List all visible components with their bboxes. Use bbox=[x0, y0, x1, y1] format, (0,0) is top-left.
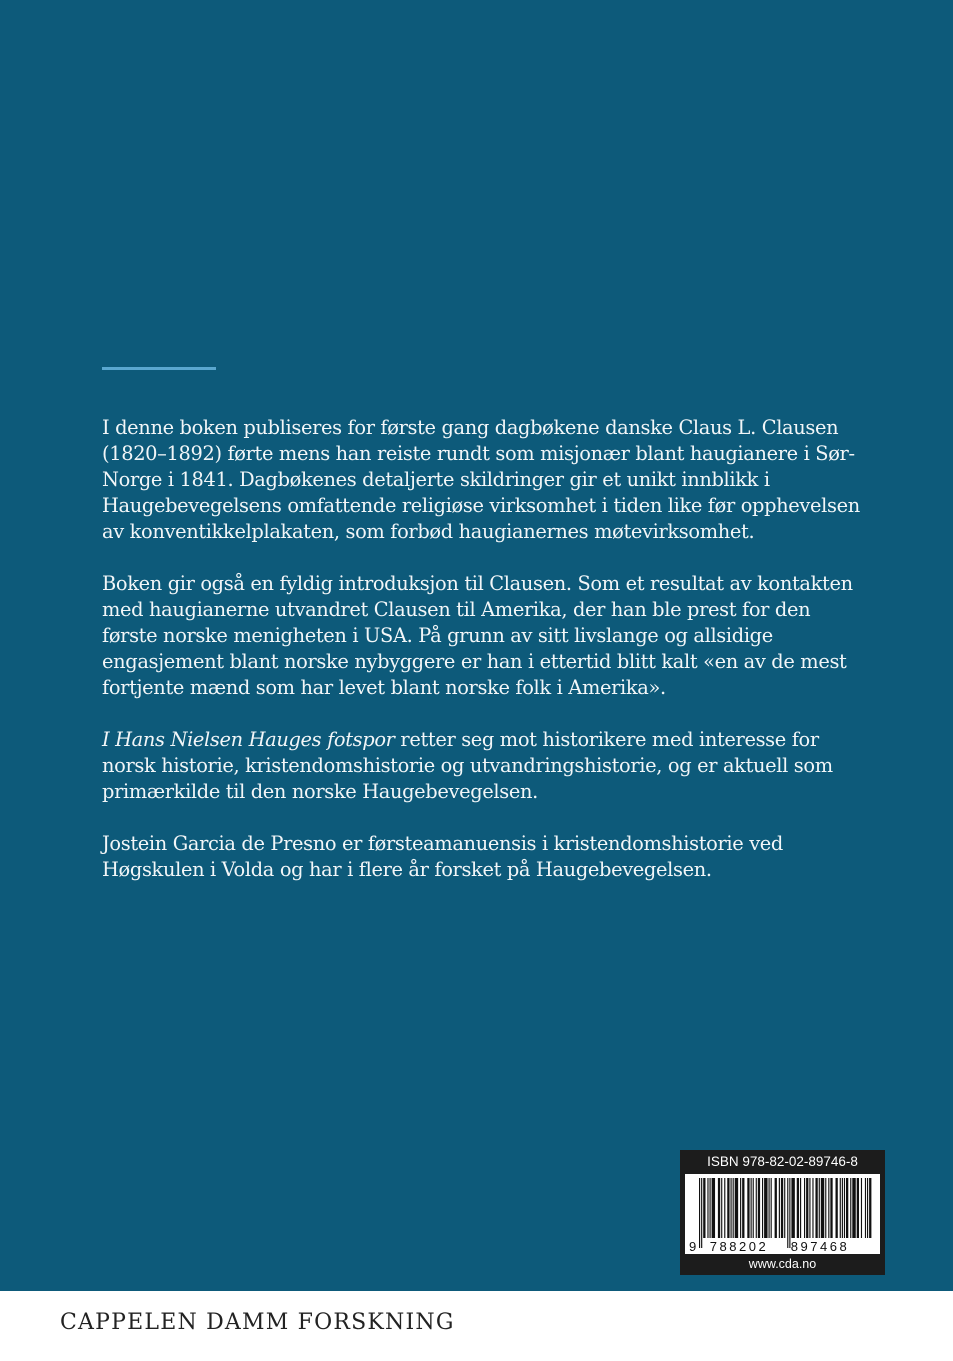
barcode-bar bbox=[727, 1178, 729, 1238]
barcode-bar bbox=[771, 1178, 772, 1238]
blurb-paragraph-2: Boken gir også en fyldig introduksjon til Clausen. Som et resultat av kontakten med haugianerne utvandret Clausen til Amerika, der han ble prest for den første norske menigheten i USA. På grunn av sitt livslange og allsidige engasjement blant norske nybyggere er han i ettertid blitt kalt «en av de mest fortjente mænd som har levet blant norske folk i Amerika». bbox=[102, 572, 853, 699]
barcode-bar bbox=[699, 1178, 700, 1248]
barcode-bar bbox=[825, 1178, 826, 1238]
barcode-bar bbox=[850, 1178, 851, 1238]
blurb-paragraph-3-text: retter seg mot historikere med interesse for norsk historie, kristendomshistorie og utvandringshistorie, og er aktuell som primærkilde til den norske Haugebevegelsen. bbox=[102, 728, 833, 803]
barcode-bar bbox=[724, 1178, 725, 1238]
barcode-digits-left: 788202 bbox=[709, 1239, 769, 1254]
barcode-bar bbox=[828, 1178, 829, 1238]
barcode-bar bbox=[842, 1178, 843, 1238]
barcode-bar bbox=[844, 1178, 845, 1238]
barcode-bar bbox=[740, 1178, 741, 1238]
barcode-bar bbox=[775, 1178, 777, 1238]
barcode-bar bbox=[857, 1178, 859, 1238]
barcode-bar bbox=[742, 1178, 744, 1238]
accent-rule bbox=[102, 367, 216, 370]
barcode-bar bbox=[846, 1178, 848, 1238]
barcode-bar bbox=[836, 1178, 838, 1238]
barcode-bar bbox=[747, 1178, 749, 1238]
barcode-graphic bbox=[685, 1174, 880, 1254]
barcode-bar bbox=[756, 1178, 757, 1238]
barcode-bar bbox=[731, 1178, 732, 1238]
barcode-bar bbox=[815, 1178, 817, 1238]
barcode-bar bbox=[781, 1178, 783, 1238]
barcode-digits-right: 897468 bbox=[790, 1239, 850, 1254]
barcode bbox=[685, 1174, 880, 1254]
barcode-bar bbox=[721, 1178, 722, 1238]
barcode-bar bbox=[733, 1178, 734, 1238]
barcode-bar bbox=[809, 1178, 810, 1238]
barcode-bar bbox=[840, 1178, 841, 1238]
barcode-bar bbox=[787, 1178, 788, 1248]
barcode-bar bbox=[869, 1178, 871, 1238]
barcode-bar bbox=[812, 1178, 813, 1238]
barcode-bar bbox=[789, 1178, 790, 1248]
barcode-bar bbox=[703, 1178, 705, 1238]
barcode-bar bbox=[779, 1178, 780, 1238]
book-title: I Hans Nielsen Hauges fotspor bbox=[102, 728, 395, 751]
barcode-box bbox=[680, 1150, 885, 1275]
barcode-bar bbox=[701, 1178, 702, 1248]
barcode-bar bbox=[753, 1178, 754, 1238]
barcode-bar bbox=[718, 1178, 720, 1238]
barcode-bar bbox=[821, 1178, 824, 1238]
barcode-bar bbox=[804, 1178, 805, 1238]
barcode-bar bbox=[800, 1178, 801, 1238]
barcode-bar bbox=[758, 1178, 760, 1238]
barcode-bar bbox=[710, 1178, 711, 1238]
blurb-paragraph-1: I denne boken publiseres for første gang dagbøkene danske Claus L. Clausen (1820–1892) førte mens han reiste rundt som misjonær blant haugianere i Sør-Norge i 1841. Dagbøkenes detaljerte skildringer gir et unikt innblikk i Haugebevegelsens omfattende religiøse virksomhet i tiden like før opphevelsen av konventikkelplakaten, som forbød haugianernes møtevirksomhet. bbox=[102, 416, 860, 543]
barcode-bar bbox=[769, 1178, 770, 1238]
barcode-bar bbox=[806, 1178, 808, 1238]
barcode-bar bbox=[819, 1178, 820, 1238]
barcode-bar bbox=[830, 1178, 832, 1238]
barcode-bar bbox=[867, 1178, 868, 1238]
barcode-bar bbox=[762, 1178, 763, 1238]
blurb bbox=[102, 415, 862, 883]
publisher-logo: CAPPELEN DAMM FORSKNING bbox=[60, 1310, 455, 1335]
barcode-bar bbox=[764, 1178, 767, 1238]
barcode-bar bbox=[852, 1178, 855, 1238]
author-bio: Jostein Garcia de Presno er førsteamanuensis i kristendomshistorie ved Høgskulen i Volda og har i flere år forsket på Haugebevegelsen. bbox=[102, 832, 783, 881]
barcode-bar bbox=[735, 1178, 738, 1238]
barcode-bar bbox=[861, 1178, 862, 1238]
barcode-digit-lead: 9 bbox=[689, 1239, 697, 1254]
isbn-label: ISBN 978-82-02-89746-8 bbox=[707, 1154, 858, 1169]
barcode-bar bbox=[751, 1178, 752, 1238]
barcode-bar bbox=[712, 1178, 715, 1238]
barcode-bar bbox=[797, 1178, 799, 1238]
blurb-paragraph-3 bbox=[102, 727, 862, 805]
barcode-bar bbox=[791, 1178, 794, 1238]
barcode-bar bbox=[865, 1178, 866, 1238]
publisher-url: www.cda.no bbox=[748, 1257, 817, 1271]
barcode-bar bbox=[707, 1178, 708, 1238]
barcode-bar bbox=[784, 1178, 785, 1238]
